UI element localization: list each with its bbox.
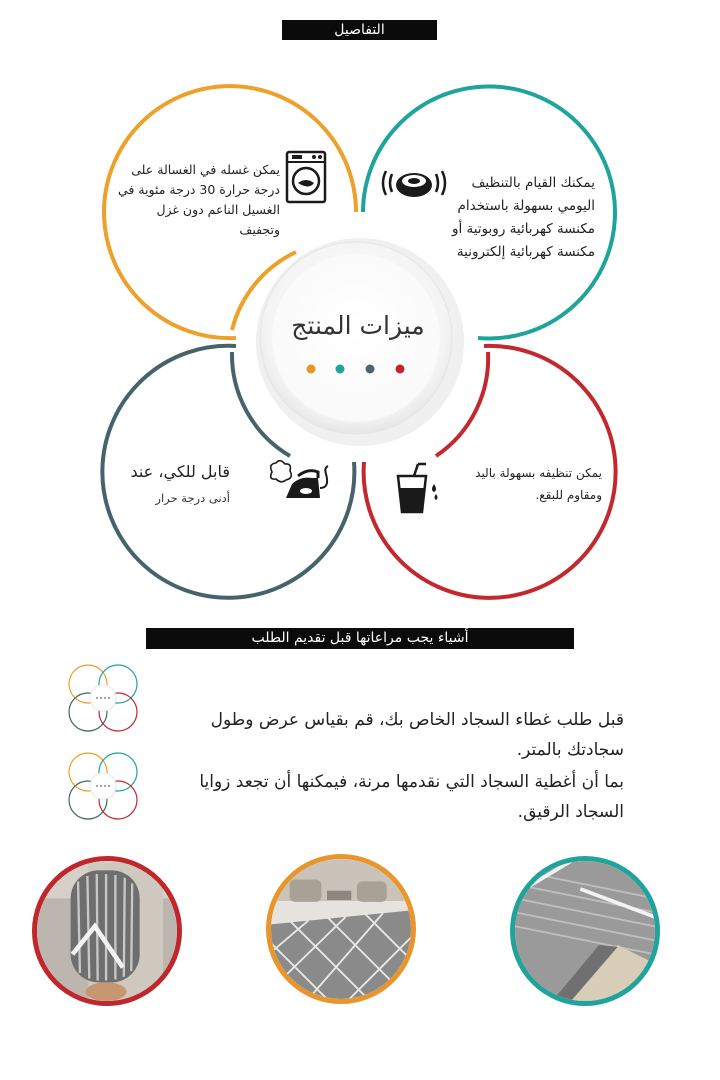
flower-bullet-icon	[64, 660, 142, 736]
dot-teal	[336, 365, 345, 374]
ironing-feature-subtitle: أدنى درجة حرار	[155, 491, 230, 505]
stain-feature-text: يمكن تنظيفه بسهولة باليد ومقاوم للبقع.	[475, 466, 602, 502]
details-header-label: التفاصيل	[334, 22, 385, 38]
flower-bullet-icon	[64, 748, 142, 824]
living-room-rug-photo	[266, 854, 416, 1004]
notes-header-label: أشياء يجب مراعاتها قبل تقديم الطلب	[251, 630, 469, 646]
rolled-rug-photo	[32, 856, 182, 1006]
glass-spill-icon	[392, 462, 442, 514]
vacuum-feature-text: يمكنك القيام بالتنظيف اليومي بسهولة باستخدام مكنسة كهربائية روبوتية أو مكنسة كهربائية إلكترونية	[451, 175, 595, 260]
washing-feature-text: يمكن غسله في الغسالة على درجة حرارة 30 درجة مئوية في الغسيل الناعم دون غزل وتجفيف	[117, 162, 280, 237]
washing-machine-icon	[284, 150, 328, 204]
dot-orange	[307, 365, 316, 374]
note-item-2: بما أن أغطية السجاد التي نقدمها مرنة، فيمكنها أن تجعد زوايا السجاد الرقيق.	[199, 772, 624, 822]
notes-header-bar	[146, 628, 574, 649]
ironing-feature-title: قابل للكي، عند	[130, 462, 230, 481]
rug-corner-photo	[510, 856, 660, 1006]
dot-red	[396, 365, 405, 374]
features-center-title: ميزات المنتج	[291, 311, 425, 340]
dot-slate	[366, 365, 375, 374]
steam-iron-icon	[268, 460, 332, 504]
note-item-1: قبل طلب غطاء السجاد الخاص بك، قم بقياس عرض وطول سجادتك بالمتر.	[210, 710, 624, 760]
